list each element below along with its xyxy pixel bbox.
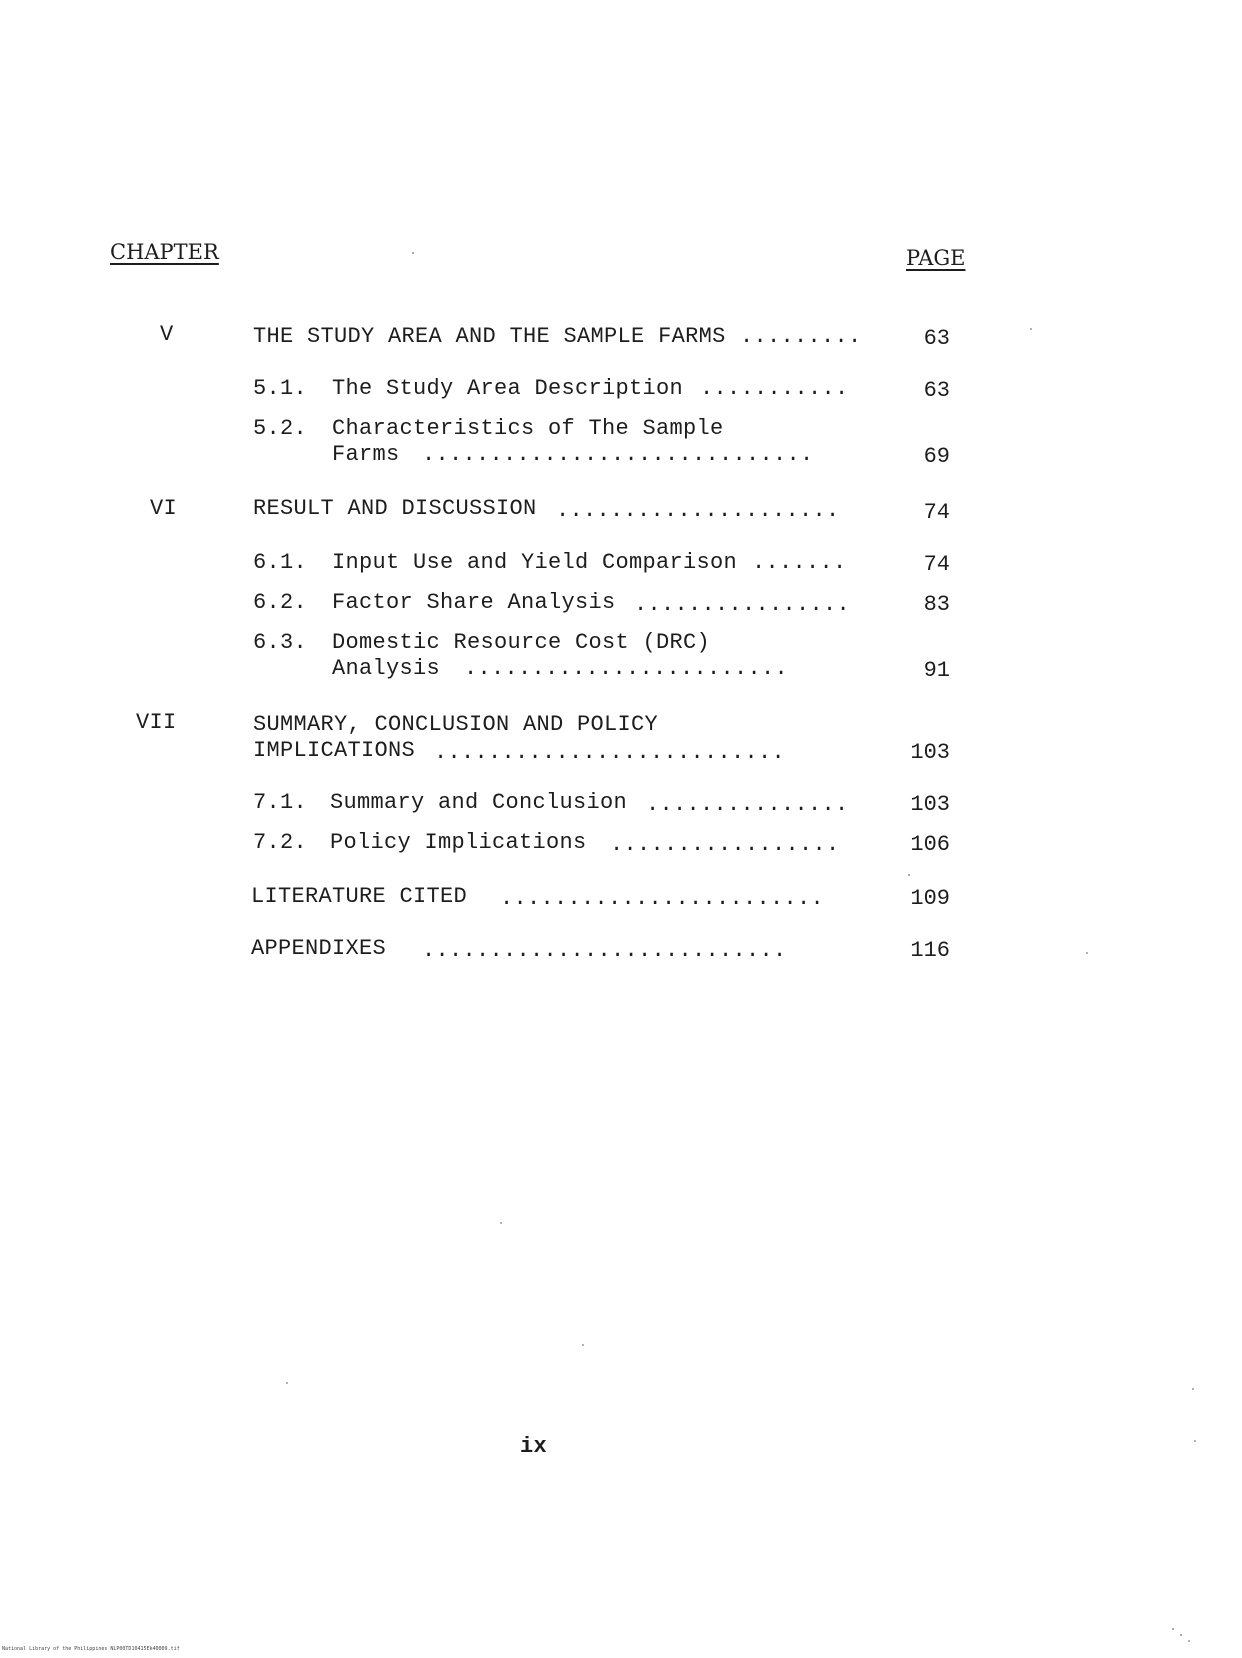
section-number: 7.1. <box>253 790 308 815</box>
toc-entry-title: Factor Share Analysis <box>332 590 616 615</box>
toc-entry-title: The Study Area Description <box>332 376 684 401</box>
page-column-header: PAGE <box>906 246 966 270</box>
toc-entry-title: THE STUDY AREA AND THE SAMPLE FARMS <box>253 324 726 349</box>
scan-speck <box>1192 1388 1194 1390</box>
section-number: 6.2. <box>253 590 308 615</box>
leader-dots: ........... <box>700 376 849 401</box>
scan-speck <box>500 1222 502 1224</box>
toc-page-number: 74 <box>923 500 950 525</box>
toc-page-number: 116 <box>910 938 950 963</box>
scan-speck <box>286 1382 288 1384</box>
toc-entry-title: Domestic Resource Cost (DRC) <box>332 630 711 655</box>
toc-entry-title: LITERATURE CITED <box>251 884 468 909</box>
leader-dots: ..................... <box>556 498 840 523</box>
toc-page-number: 106 <box>910 832 950 857</box>
toc-entry-title: Summary and Conclusion <box>330 790 628 815</box>
section-number: 5.2. <box>253 416 308 441</box>
scan-speck <box>1188 1640 1190 1642</box>
scan-speck <box>1030 328 1032 330</box>
chapter-number: VII <box>136 710 177 735</box>
section-number: 5.1. <box>253 376 308 401</box>
leader-dots: ........................... <box>422 938 787 963</box>
toc-entry-title-continued: Analysis <box>332 656 441 681</box>
toc-entry-title: APPENDIXES <box>251 936 387 961</box>
section-number: 6.3. <box>253 630 308 655</box>
toc-page-number: 83 <box>923 592 950 617</box>
leader-dots: ......... <box>740 324 862 349</box>
section-number: 6.1. <box>253 550 308 575</box>
chapter-number: VI <box>150 496 178 521</box>
toc-entry-title: RESULT AND DISCUSSION <box>253 496 537 521</box>
section-number: 7.2. <box>253 830 308 855</box>
toc-entry-title: Characteristics of The Sample <box>332 416 724 441</box>
page-number-roman: ix <box>520 1434 548 1459</box>
toc-page-number: 91 <box>923 658 950 683</box>
toc-page-number: 74 <box>923 552 950 577</box>
toc-page-number: 63 <box>923 378 950 403</box>
leader-dots: ................ <box>634 592 851 617</box>
toc-page-number: 63 <box>923 326 950 351</box>
toc-page-number: 103 <box>910 792 950 817</box>
toc-page-number: 103 <box>910 740 950 765</box>
scan-speck <box>908 874 910 876</box>
leader-dots: .......................... <box>434 740 786 765</box>
leader-dots: ........................ <box>464 656 789 681</box>
scan-speck <box>412 252 414 254</box>
toc-page-number: 109 <box>910 886 950 911</box>
toc-entry-title-continued: Farms <box>332 442 400 467</box>
scan-speck <box>1180 1634 1182 1636</box>
scan-speck <box>1086 952 1088 954</box>
toc-entry-title-continued: IMPLICATIONS <box>253 738 416 763</box>
toc-entry-title: Policy Implications <box>330 830 587 855</box>
scan-speck <box>582 1344 584 1346</box>
leader-dots: ................. <box>610 832 840 857</box>
leader-dots: ............................. <box>422 442 814 467</box>
toc-entry-title: SUMMARY, CONCLUSION AND POLICY <box>253 712 659 737</box>
scan-speck <box>1194 1440 1196 1442</box>
chapter-column-header: CHAPTER <box>110 240 219 264</box>
leader-dots: ....... <box>752 550 847 575</box>
scan-caption: National Library of the Philippines NLP00TD10415Ek40009.tif <box>2 1646 180 1652</box>
scan-speck <box>1172 1628 1174 1630</box>
toc-entry-title: Input Use and Yield Comparison <box>332 550 738 575</box>
leader-dots: ........................ <box>500 886 825 911</box>
toc-page-number: 69 <box>923 444 950 469</box>
chapter-number: V <box>160 322 174 347</box>
leader-dots: ............... <box>646 792 849 817</box>
